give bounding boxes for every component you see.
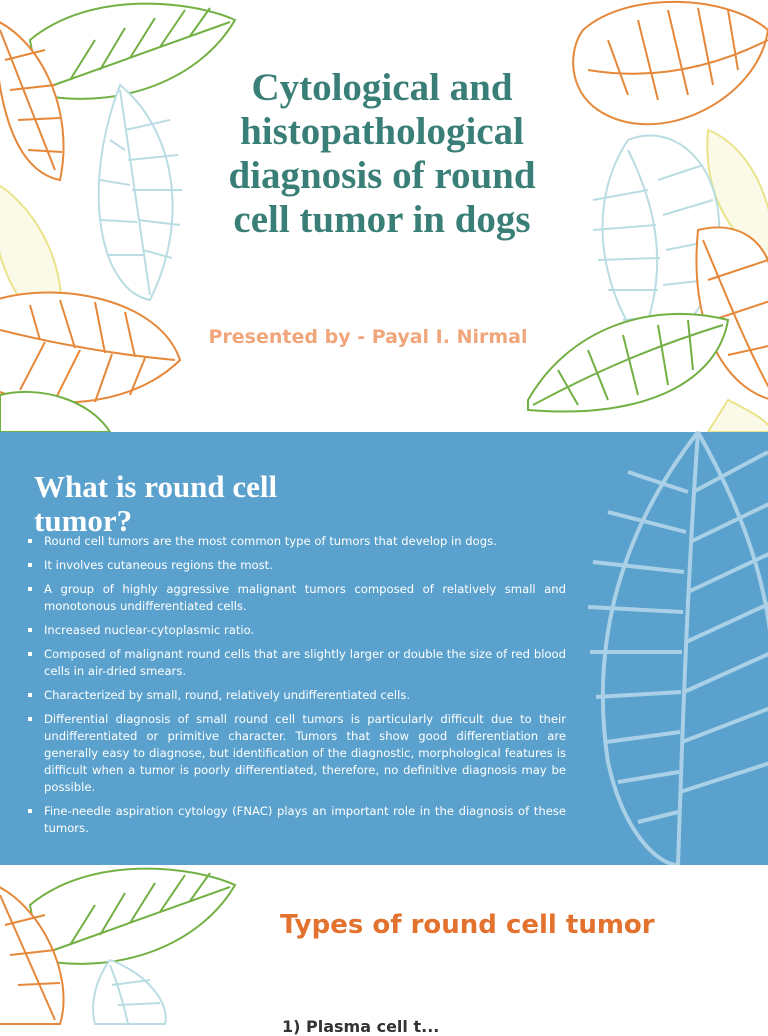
title-slide (0, 0, 768, 432)
presenter-name: Presented by - Payal I. Nirmal (208, 326, 528, 348)
types-slide (0, 865, 768, 1036)
section-heading: What is round cell tumor? (34, 469, 278, 538)
list-item: 1) Plasma cell t... (282, 1017, 440, 1036)
list-item: Increased nuclear-cytoplasmic ratio. (26, 622, 566, 639)
leaf-decoration-left (0, 865, 240, 1024)
presentation-title: Cytological and histopathological diagnosis of round cell tumor in dogs (228, 66, 536, 241)
section-heading: Types of round cell tumor (280, 910, 655, 940)
bullet-list (26, 533, 566, 844)
leaf-outline-decoration (568, 432, 768, 865)
list-item: Differential diagnosis of small round cell tumors is particularly difficult due to their undifferentiated or primitive character. Tumors that show good differentiation are generally easy to diagnose, but identification of the diagnostic, morphological features is difficult when a tumor is poorly differentiated, therefore, no definitive diagnosis may be possible. (26, 711, 566, 796)
list-item: Composed of malignant round cells that are slightly larger or double the size of red blood cells in air-dried smears. (26, 646, 566, 680)
list-item: Round cell tumors are the most common type of tumors that develop in dogs. (26, 533, 566, 550)
list-item: It involves cutaneous regions the most. (26, 557, 566, 574)
definition-slide (0, 432, 768, 865)
list-item: Characterized by small, round, relatively undifferentiated cells. (26, 687, 566, 704)
list-item: Fine-needle aspiration cytology (FNAC) plays an important role in the diagnosis of these tumors. (26, 803, 566, 837)
list-item: A group of highly aggressive malignant tumors composed of relatively small and monotonous undifferentiated cells. (26, 581, 566, 615)
